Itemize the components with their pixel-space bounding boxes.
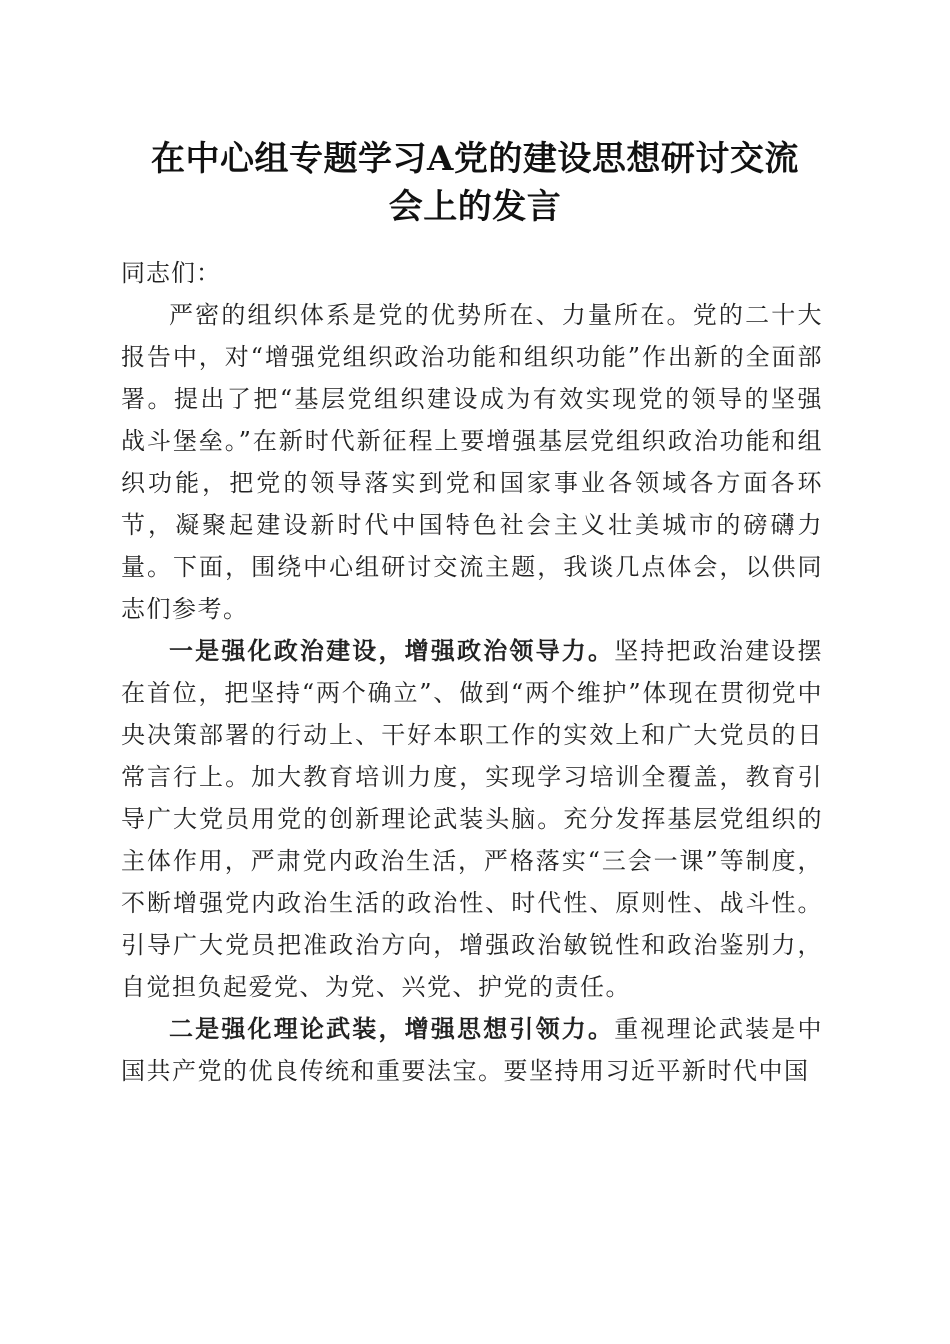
paragraph-intro [121, 294, 823, 630]
paragraph-political-building [121, 630, 823, 1008]
paragraph-lead: 二是强化理论武装，增强思想引领力。 [169, 1014, 615, 1043]
paragraph-text: 重视理论武装是中国共产党的优良传统和重要法宝。要坚持用习近平新时代中国 [121, 1015, 823, 1085]
document-title [120, 135, 830, 231]
paragraph-text: 坚持把政治建设摆在首位，把坚持“两个确立”、做到“两个维护”体现在贯彻党中央决策部署的行动上、干好本职工作的实效上和广大党员的日常言行上。加大教育培训力度，实现学习培训全覆盖，教育引导广大党员用党的创新理论武装头脑。充分发挥基层党组织的主体作用，严肃党内政治生活，严格落实“三会一课”等制度，不断增强党内政治生活的政治性、时代性、原则性、战斗性。引导广大党员把准政治方向，增强政治敏锐性和政治鉴别力，自觉担负起爱党、为党、兴党、护党的责任。 [121, 637, 823, 1001]
paragraph-lead: 一是强化政治建设，增强政治领导力。 [169, 636, 615, 665]
document-body [121, 252, 823, 1092]
paragraph-theory-armament [121, 1008, 823, 1092]
paragraph-text: 严密的组织体系是党的优势所在、力量所在。党的二十大报告中，对“增强党组织政治功能和组织功能”作出新的全面部署。提出了把“基层党组织建设成为有效实现党的领导的坚强战斗堡垒。”在新时代新征程上要增强基层党组织政治功能和组织功能，把党的领导落实到党和国家事业各领域各方面各环节，凝聚起建设新时代中国特色社会主义壮美城市的磅礴力量。下面，围绕中心组研讨交流主题，我谈几点体会，以供同志们参考。 [121, 301, 823, 623]
salutation: 同志们： [121, 259, 221, 287]
title-line-1: 在中心组专题学习A党的建设思想研讨交流 [151, 139, 799, 179]
title-line-2: 会上的发言 [388, 187, 562, 227]
